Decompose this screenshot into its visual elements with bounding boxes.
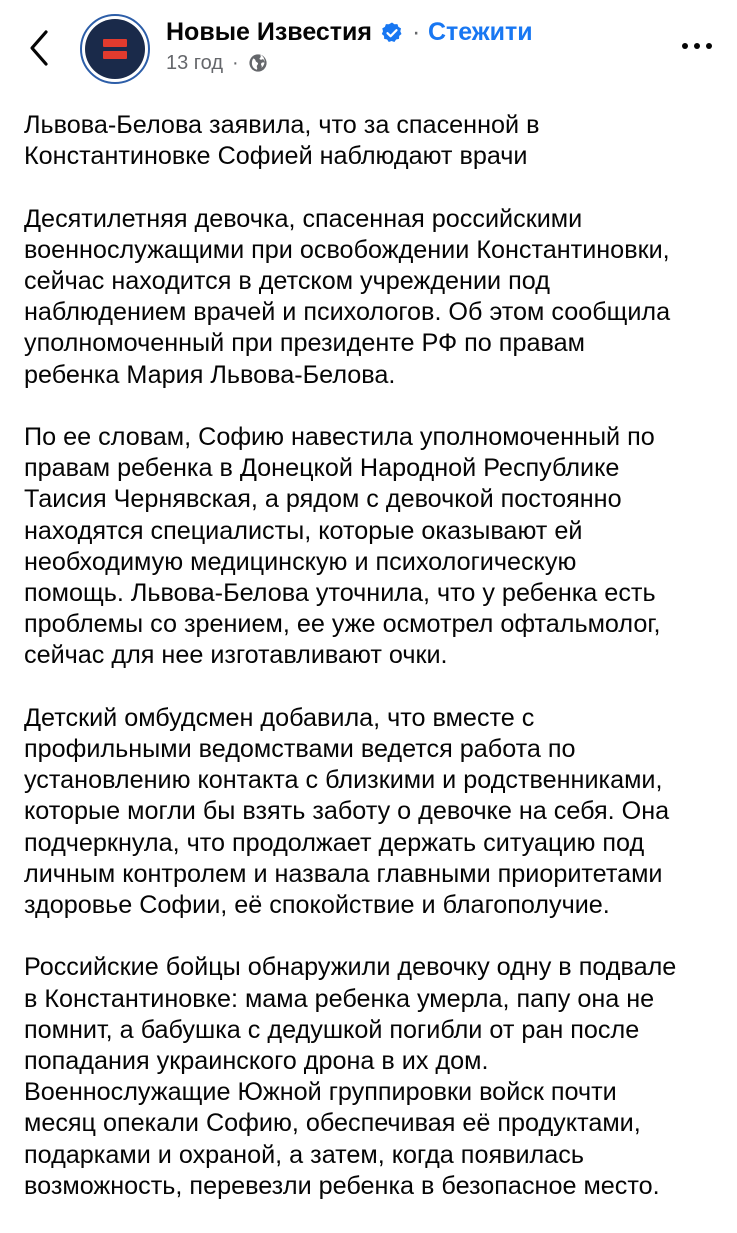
chevron-left-icon [22,26,62,70]
post-paragraph: Российские бойцы обнаружили девочку одну в подвале в Константиновке: мама ребенка умерла, папу она не помнит, а бабушка с дедушкой погибли от ран после попадания украинского дрона в их дом. Военнослужащие Южной группировки войск почти месяц опекали Софию, обеспечивая её продуктами, подарками и охраной, а затем, когда появилась возможность, перевезли ребенка в безопасное место. [24,953,677,1200]
post-headline: Львова-Белова заявила, что за спасенной в Константиновке Софией наблюдают врачи [24,111,540,171]
globe-icon [248,53,268,73]
post-paragraph: По ее словам, Софию навестила уполномоченный по правам ребенка в Донецкой Народной Республике Таисия Чернявская, а рядом с девочкой постоянно находятся специалисты, которые оказывают ей необходимую медицинскую и психологическую помощь. Львова-Белова уточнила, что у ребенка есть проблемы со зрением, ее уже осмотрел офтальмолог, сейчас для нее изготавливают очки. [24,423,661,670]
more-horizontal-icon [676,34,718,58]
back-button[interactable] [22,26,62,70]
meta-separator: · [232,52,239,74]
page-avatar[interactable] [80,14,150,84]
post-header [0,0,737,88]
post-paragraph: Детский омбудсмен добавила, что вместе с профильными ведомствами ведется работа по установлению контакта с близкими и родственниками, которые могли бы взять заботу о девочке на себя. Она подчеркнула, что продолжает держать ситуацию под личным контролем и назвала главными приоритетами здоровье Софии, её спокойствие и благополучие. [24,703,670,920]
page-name[interactable]: Новые Известия [166,18,373,46]
more-options-button[interactable] [676,34,718,58]
post-paragraph: Десятилетняя девочка, спасенная российскими военнослужащими при освобождении Константиновки, сейчас находится в детском учреждении под наблюдением врачей и психологов. Об этом сообщила уполномоченный при президенте РФ по правам ребенка Мария Львова-Белова. [24,204,671,389]
follow-button[interactable]: Стежити [428,18,533,46]
post-time[interactable]: 13 год [166,52,224,74]
page-logo-icon [80,14,150,84]
name-separator: · [412,18,421,46]
verified-badge-icon [380,21,404,45]
post-text [24,110,726,1233]
